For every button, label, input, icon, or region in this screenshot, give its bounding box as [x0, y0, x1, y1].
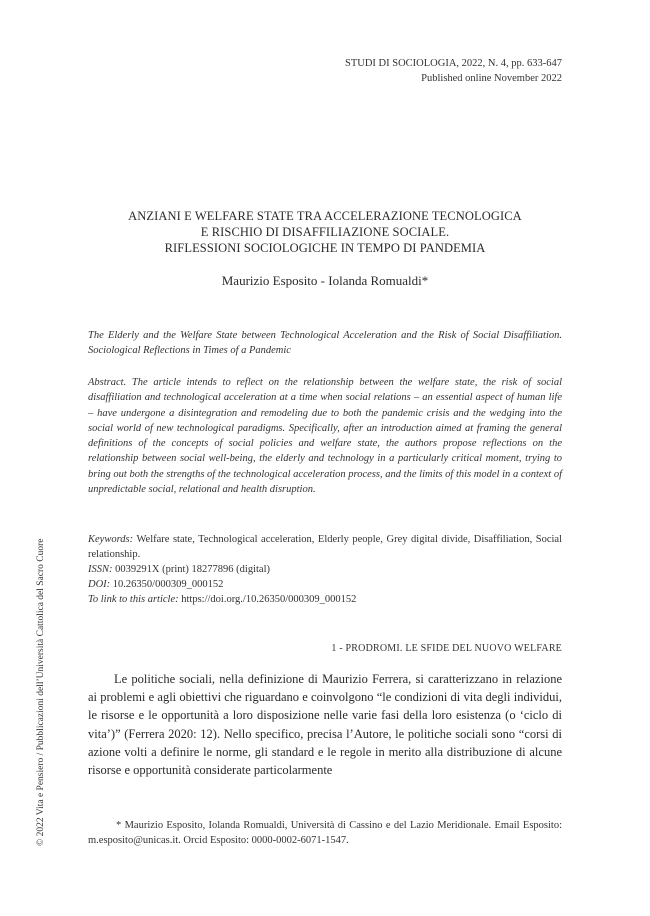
keywords-label: Keywords: — [88, 534, 134, 545]
title-line-3: RIFLESSIONI SOCIOLOGICHE IN TEMPO DI PANDEMIA — [164, 241, 486, 255]
title-line-2: E RISCHIO DI DISAFFILIAZIONE SOCIALE. — [200, 225, 450, 239]
title-line-1: ANZIANI E WELFARE STATE TRA ACCELERAZIONE TECNOLOGICA — [128, 209, 522, 223]
section-heading: 1 - PRODROMI. LE SFIDE DEL NUOVO WELFARE — [331, 643, 562, 654]
doi-label: DOI: — [88, 579, 111, 590]
doi-value: 10.26350/000309_000152 — [112, 579, 224, 590]
english-title: The Elderly and the Welfare State between Technological Acceleration and the Risk of Social Disaffiliation. Sociological Reflections in Times of a Pandemic — [88, 330, 562, 356]
article-link-line — [88, 592, 562, 607]
article-link-label: To link to this article: — [88, 594, 179, 605]
body-paragraph: Le politiche sociali, nella definizione di Maurizio Ferrera, si caratterizzano in relazione ai problemi e agli obiettivi che riguardano e coinvolgono “le condizioni di vita degli individui, le risorse e le opportunità a loro disposizione nelle varie fasi della loro esistenza (o ‘ciclo di vita’)” (Ferrera 2020: 12). Nello specifico, precisa l’Autore, le politiche sociali sono “corsi di azione volti a definire le norme, gli standard e le regole in merito alla distribuzione di alcune risorse e opportunità considerate particolarmente — [88, 672, 562, 778]
article-title — [88, 208, 562, 256]
issn-label: ISSN: — [88, 564, 113, 575]
side-copyright: © 2022 Vita e Pensiero / Pubblicazioni dell’Università Cattolica del Sacro Cuore — [36, 538, 46, 846]
article-link[interactable]: https://doi.org./10.26350/000309_000152 — [181, 594, 357, 605]
publication-date: Published online November 2022 — [421, 73, 562, 84]
abstract: Abstract. The article intends to reflect on the relationship between the welfare state, the risk of social disaffiliation and technological acceleration at a time when social relations – an essential aspect of human life – have undergone a disintegration and remodeling due to both the pandemic crisis and the wedging into the social world of new technological paradigms. Specifically, after an introduction aimed at framing the general definitions of the concepts of social policies and welfare state, the authors propose reflections on the relationship between social well-being, the elderly and technology in a particularly critical moment, trying to bring out both the strengths of the technological acceleration process, and the limits of this model in a context of unpredictable social, relational and health disruption. — [88, 377, 562, 496]
keywords-value: Welfare state, Technological acceleration, Elderly people, Grey digital divide, Disaffiliation, Social relationship. — [88, 534, 563, 560]
keywords-line — [88, 532, 562, 562]
authors: Maurizio Esposito - Iolanda Romualdi* — [221, 273, 429, 288]
issn-line — [88, 562, 562, 577]
doi-line — [88, 577, 562, 592]
journal-citation: STUDI DI SOCIOLOGIA, 2022, N. 4, pp. 633-647 — [345, 58, 562, 69]
article-metadata — [88, 532, 562, 607]
journal-header — [345, 56, 562, 86]
author-footnote: * Maurizio Esposito, Iolanda Romualdi, Università di Cassino e del Lazio Meridionale. Email Esposito: m.esposito@unicas.it. Orcid Esposito: 0000-0002-6071-1547. — [88, 820, 562, 846]
issn-value: 0039291X (print) 18277896 (digital) — [115, 564, 270, 575]
